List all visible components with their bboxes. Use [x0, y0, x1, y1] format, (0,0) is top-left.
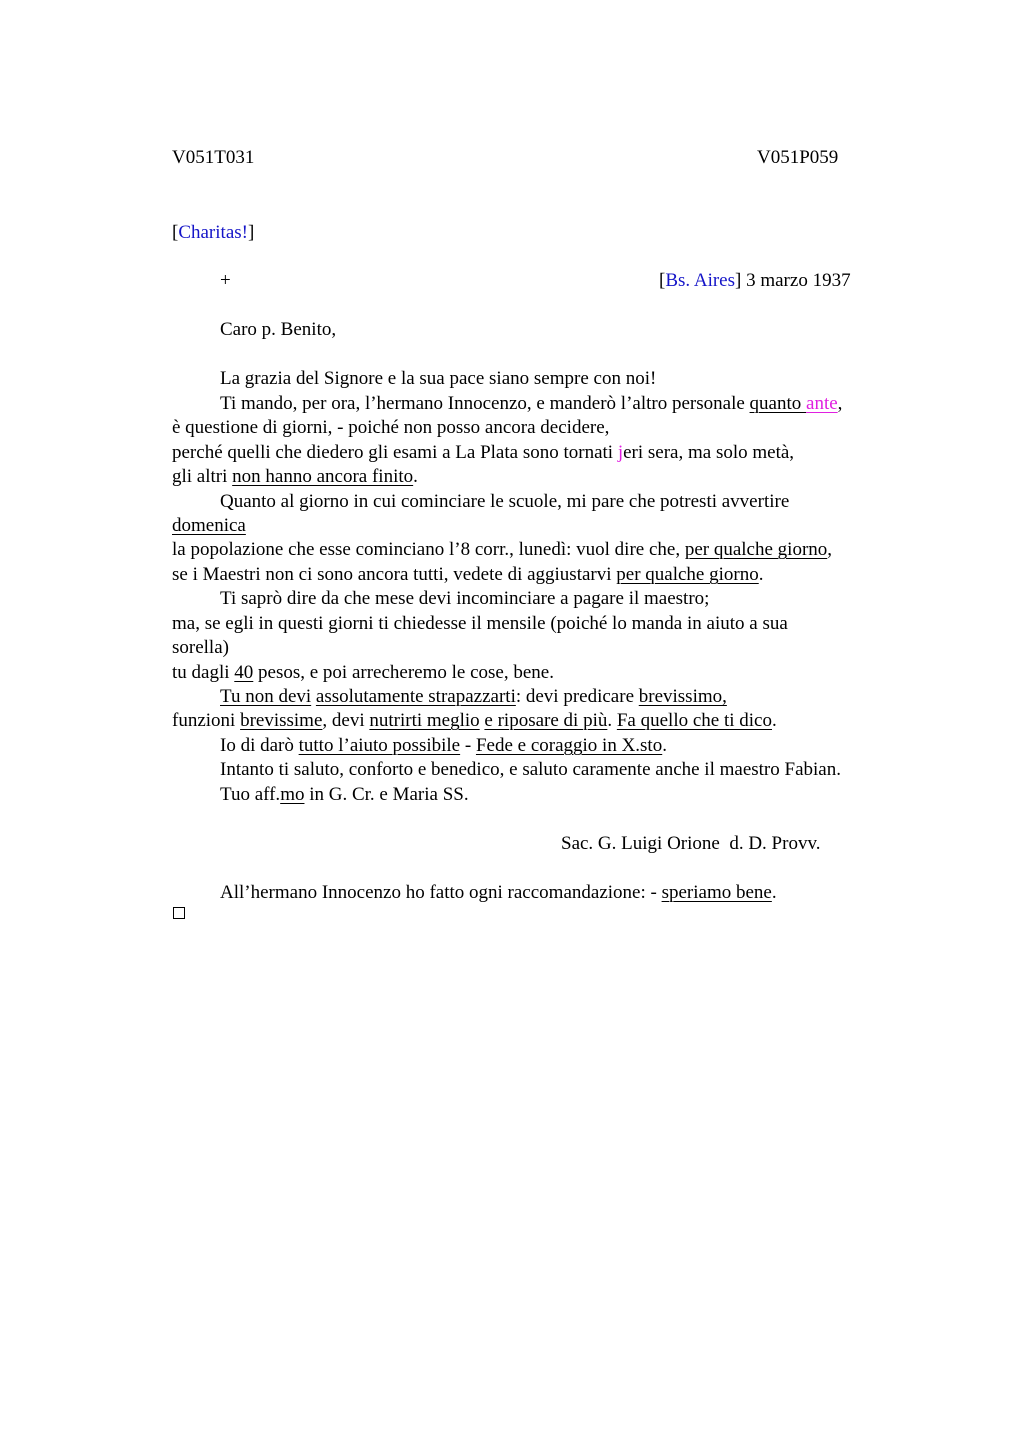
body-line-12: sorella)	[172, 637, 229, 658]
dateline: [Bs. Aires] 3 marzo 1937	[659, 270, 851, 291]
postscript: All’hermano Innocenzo ho fatto ogni raccomandazione: - speriamo bene.	[220, 882, 777, 903]
body-line-18: Tuo aff.mo in G. Cr. e Maria SS.	[220, 784, 469, 805]
end-of-document-box	[173, 907, 185, 919]
charitas-word: Charitas!	[178, 222, 248, 243]
body-line-11: ma, se egli in questi giorni ti chiedesse il mensile (poiché lo manda in aiuto a sua	[172, 613, 788, 634]
cross-mark: +	[220, 270, 231, 291]
signature: Sac. G. Luigi Orione d. D. Provv.	[561, 833, 821, 854]
body-line-14: Tu non devi assolutamente strapazzarti: devi predicare brevissimo,	[220, 686, 727, 707]
body-line-10: Ti saprò dire da che mese devi incominciare a pagare il maestro;	[220, 588, 710, 609]
body-line-7: domenica	[172, 515, 246, 536]
body-line-4: perché quelli che diedero gli esami a La Plata sono tornati jeri sera, ma solo metà,	[172, 442, 795, 463]
body-line-8: la popolazione che esse cominciano l’8 corr., lunedì: vuol dire che, per qualche giorno,	[172, 539, 833, 560]
body-line-5: gli altri non hanno ancora finito.	[172, 466, 418, 487]
body-line-16: Io di darò tutto l’aiuto possibile - Fede e coraggio in X.sto.	[220, 735, 667, 756]
charitas-heading: [Charitas!]	[172, 222, 255, 243]
body-line-2: Ti mando, per ora, l’hermano Innocenzo, e manderò l’altro personale quanto ante,	[220, 393, 843, 414]
body-line-13: tu dagli 40 pesos, e poi arrecheremo le cose, bene.	[172, 662, 554, 683]
document-code-right: V051P059	[757, 147, 839, 168]
salutation: Caro p. Benito,	[220, 319, 337, 340]
body-line-6: Quanto al giorno in cui cominciare le scuole, mi pare che potresti avvertire	[220, 491, 790, 512]
body-line-1: La grazia del Signore e la sua pace siano sempre con noi!	[220, 368, 657, 389]
body-line-3: è questione di giorni, - poiché non posso ancora decidere,	[172, 417, 610, 438]
dateline-place: Bs. Aires	[665, 270, 736, 291]
body-line-15: funzioni brevissime, devi nutrirti meglio e riposare di più. Fa quello che ti dico.	[172, 710, 777, 731]
body-line-9: se i Maestri non ci sono ancora tutti, vedete di aggiustarvi per qualche giorno.	[172, 564, 764, 585]
body-line-17: Intanto ti saluto, conforto e benedico, e saluto caramente anche il maestro Fabian.	[220, 759, 841, 780]
document-code-left: V051T031	[172, 147, 255, 168]
